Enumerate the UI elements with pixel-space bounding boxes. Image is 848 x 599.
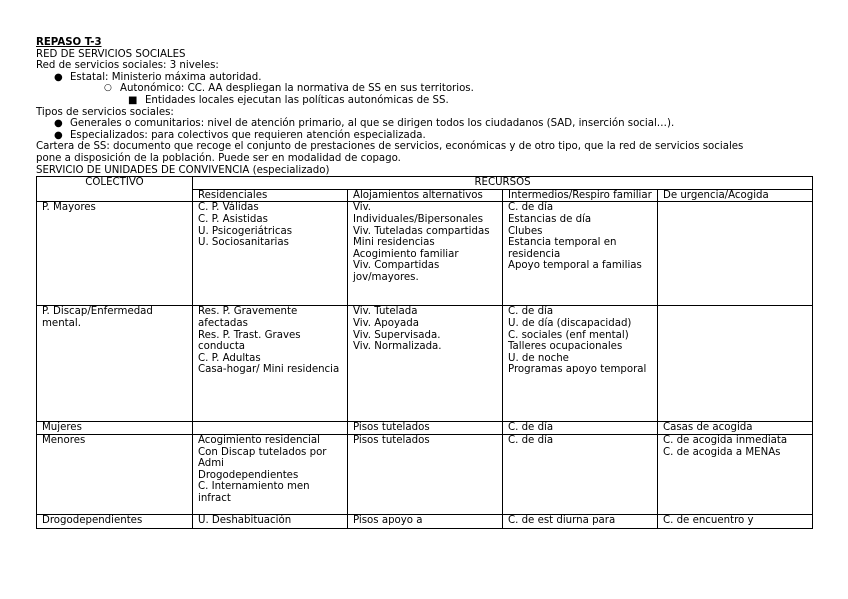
cell-line: Casa-hogar/ Mini residencia [198, 364, 340, 376]
cell-line: C. de día [508, 202, 554, 214]
square-bullet-icon: ■ [128, 94, 138, 106]
document-content [36, 37, 812, 529]
cell-line: Pisos apoyo a [353, 514, 423, 526]
type-general-text: Generales o comunitarios: nivel de atención primario, al que se dirigen todos los ciudadanos (SAD, inserción social…). [70, 118, 675, 130]
level-autonomico-text: Autonómico: CC. AA despliegan la normativa de SS en sus territorios. [120, 83, 474, 95]
section-title: SERVICIO DE UNIDADES DE CONVIVENCIA (especializado) [36, 164, 330, 176]
level-estatal-text: Estatal: Ministerio máxima autoridad. [70, 71, 262, 83]
table-body [37, 202, 813, 529]
level-local-text: Entidades locales ejecutan las políticas autonómicas de SS. [145, 94, 449, 106]
cell-line: Mini residencias [353, 237, 435, 249]
cartera-line-1: Cartera de SS: documento que recoge el conjunto de prestaciones de servicios, económicas y de otro tipo, que la red de servicios sociales [36, 141, 744, 153]
cell-line: Res. P. Trast. Graves conducta [198, 329, 301, 353]
urgencia-cell [658, 422, 813, 435]
cell-line: Acogimiento residencial [198, 434, 320, 446]
types-list [36, 118, 812, 141]
cartera-line-2: pone a disposición de la población. Puede ser en modalidad de copago. [36, 152, 401, 164]
cell-line: Viv. Compartidas jov/mayores. [353, 260, 440, 283]
bullet-icon: ● [54, 118, 63, 130]
cell-line: Viv. Tuteladas compartidas [353, 225, 490, 237]
cell-line: C. de est diurna para [508, 514, 616, 526]
bullet-icon: ● [54, 71, 63, 83]
cell-line: C. de día [508, 306, 554, 318]
cell-line: Talleres ocupacionales [508, 341, 623, 353]
cell-line: Viv. Apoyada [353, 317, 419, 329]
intermedios-cell [503, 422, 658, 435]
subheader-residenciales: Residenciales [193, 189, 348, 202]
types-intro: Tipos de servicios sociales: [36, 106, 174, 118]
type-especializado-text: Especializados: para colectivos que requieren atención especializada. [70, 129, 426, 141]
doc-title: REPASO T-3 [36, 37, 102, 48]
cell-line: C. de día [508, 422, 554, 434]
cell-line: Drogodependientes [198, 469, 299, 481]
intermedios-cell [503, 306, 658, 422]
residenciales-cell [193, 434, 348, 514]
cell-line: U. de noche [508, 352, 569, 364]
cell-line: Estancia temporal en residencia [508, 237, 617, 260]
colectivo-header: COLECTIVO [37, 177, 193, 202]
cell-line: U. Deshabituación [198, 514, 292, 526]
cell-line: Con Discap tutelados por Admi [198, 446, 327, 470]
alojamientos-cell [348, 434, 503, 514]
table-row [37, 514, 813, 528]
cell-line: Pisos tutelados [353, 422, 430, 434]
cell-line: C. P. Asistidas [198, 213, 268, 225]
colectivo-cell: Menores [37, 434, 193, 514]
levels-intro: Red de servicios sociales: 3 niveles: [36, 60, 219, 72]
cell-line: U. Sociosanitarias [198, 237, 289, 249]
table-row [37, 306, 813, 422]
alojamientos-cell [348, 202, 503, 306]
subheader-alojamientos: Alojamientos alternativos [348, 189, 503, 202]
cell-line: C. P. Adultas [198, 352, 261, 364]
cell-line: Viv. Individuales/Bipersonales [353, 202, 484, 225]
residenciales-cell [193, 422, 348, 435]
cell-line: U. Psicogeriátricas [198, 225, 293, 237]
cell-line: Viv. Tutelada [353, 306, 418, 318]
residenciales-cell [193, 202, 348, 306]
recursos-header: RECURSOS [193, 177, 813, 190]
colectivo-cell: P. Mayores [37, 202, 193, 306]
cell-line: C. de acogida a MENAs [663, 446, 781, 458]
cell-line: Pisos tutelados [353, 434, 430, 446]
resources-table [36, 176, 813, 529]
alojamientos-cell [348, 306, 503, 422]
levels-list [36, 72, 812, 107]
colectivo-cell: Drogodependientes [37, 514, 193, 528]
cell-line: C. P. Válidas [198, 202, 259, 214]
alojamientos-cell [348, 514, 503, 528]
type-item-especializado [36, 130, 812, 142]
urgencia-cell [658, 202, 813, 306]
subheader-urgencia: De urgencia/Acogida [658, 189, 813, 202]
colectivo-cell: Mujeres [37, 422, 193, 435]
alojamientos-cell [348, 422, 503, 435]
cell-line: Res. P. Gravemente afectadas [198, 306, 298, 329]
cell-line: C. de encuentro y [663, 514, 754, 526]
cell-line: Viv. Supervisada. [353, 329, 441, 341]
cell-line: C. sociales (enf mental) [508, 329, 629, 341]
cell-line: C. Internamiento men infract [198, 481, 310, 504]
level-item-autonomico [36, 83, 812, 95]
table-row [37, 202, 813, 306]
urgencia-cell [658, 434, 813, 514]
doc-subtitle: RED DE SERVICIOS SOCIALES [36, 48, 186, 60]
intermedios-cell [503, 202, 658, 306]
table-header-row [37, 177, 813, 190]
level-item-estatal [36, 72, 812, 84]
intermedios-cell [503, 434, 658, 514]
type-item-general [36, 118, 812, 130]
table-row [37, 422, 813, 435]
cell-line: C. de día [508, 434, 554, 446]
cell-line: Acogimiento familiar [353, 248, 459, 260]
residenciales-cell [193, 306, 348, 422]
colectivo-cell: P. Discap/Enfermedad mental. [37, 306, 193, 422]
circle-bullet-icon: ○ [104, 83, 112, 94]
cell-line: Clubes [508, 225, 543, 237]
urgencia-cell [658, 514, 813, 528]
subheader-intermedios: Intermedios/Respiro familiar [503, 189, 658, 202]
cell-line: Estancias de día [508, 213, 592, 225]
intermedios-cell [503, 514, 658, 528]
cell-line: Casas de acogida [663, 422, 753, 434]
cell-line: C. de acogida inmediata [663, 434, 788, 446]
cell-line: Viv. Normalizada. [353, 341, 442, 353]
residenciales-cell [193, 514, 348, 528]
cell-line: U. de día (discapacidad) [508, 317, 632, 329]
level-item-local [36, 95, 812, 107]
bullet-icon: ● [54, 129, 63, 141]
cell-line: Apoyo temporal a familias [508, 260, 642, 272]
cell-line: Programas apoyo temporal [508, 364, 647, 376]
urgencia-cell [658, 306, 813, 422]
table-row [37, 434, 813, 514]
